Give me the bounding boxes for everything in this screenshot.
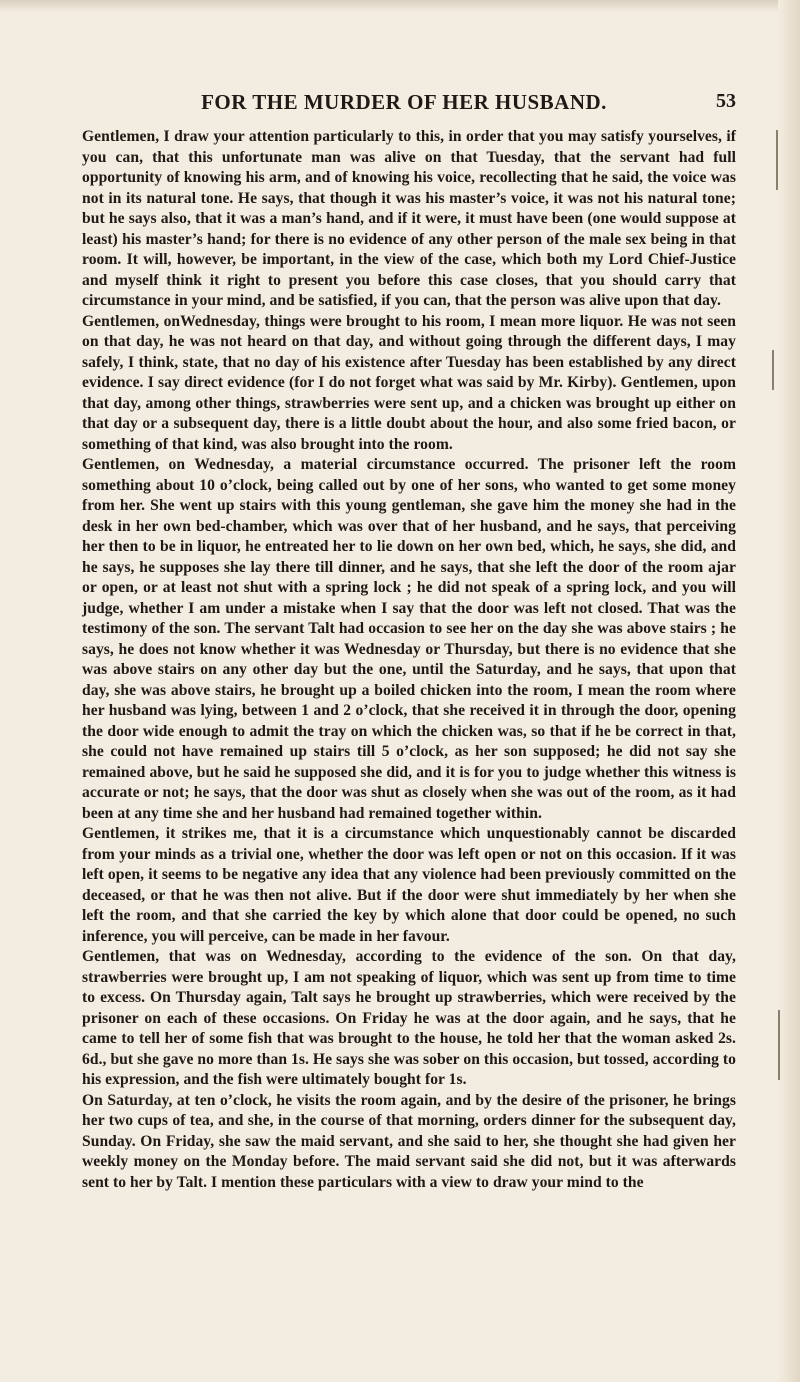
paragraph-6: On Saturday, at ten o’clock, he visits the room again, and by the desire of the prisoner, he brings her two cups of tea, and she, in the course of that morning, orders dinner for the subsequent day, Sunday. On Friday, she saw the maid servant, and she said to her, she thought she had given her weekly money on the Monday before. The maid servant said she did not, but it was afterwards sent to her by Talt. I mention these particulars with a view to draw your mind to the <box>82 1091 736 1191</box>
paragraph-5: Gentlemen, that was on Wednesday, according to the evidence of the son. On that day, strawberries were brought up, I am not speaking of liquor, which was sent up from time to time to excess. On Thursday again, Talt says he brought up strawberries, which were received by the prisoner on each of these occasions. On Friday he was at the door again, and he says, that he came to tell her of some fish that was brought to the house, he told her that the woman asked 2s. 6d., but she gave no more than 1s. He says she was sober on this occasion, but tossed, according to his expression, and the fish were ultimately bought for 1s. <box>82 948 736 1088</box>
page-top-edge <box>0 0 800 12</box>
paragraph-1: Gentlemen, I draw your attention particularly to this, in order that you may satisfy yourselves, if you can, that this unfortunate man was alive on that Tuesday, that the servant had full opportunity of knowing his arm, and of knowing his voice, recollecting that he said, the voice was not in its natural tone. He says, that though it was his master’s voice, it was not his natural tone; but he says also, that it was a man’s hand, and if it were, it must have been (one would suppose at least) his master’s hand; for there is no evidence of any other person of the male sex being in that room. It will, however, be important, in the view of the case, which both my Lord Chief-Justice and myself think it right to present you before this case closes, that you should carry that circumstance in your mind, and be satisfied, if you can, that the person was alive upon that day. <box>82 128 736 309</box>
margin-marks <box>770 50 790 1350</box>
margin-mark <box>776 130 778 190</box>
body-text <box>82 127 736 1193</box>
running-title: FOR THE MURDER OF HER HUSBAND. <box>201 90 607 114</box>
paragraph-4: Gentlemen, it strikes me, that it is a circumstance which unquestionably cannot be discarded from your minds as a trivial one, whether the door was left open or not on this occasion. If it was left open, it seems to be negative any idea that any violence had been previously committed on the deceased, or that he was then not alive. But if the door were shut immediately by her when she left the room, and that she carried the key by which alone that door could be opened, no such inference, you will perceive, can be made in her favour. <box>82 825 736 945</box>
page-number: 53 <box>716 90 736 112</box>
page-header <box>82 90 736 118</box>
paragraph-2: Gentlemen, onWednesday, things were brought to his room, I mean more liquor. He was not seen on that day, he was not heard on that day, and without going through the different days, I may safely, I think, state, that no day of his existence after Tuesday has been established by any direct evidence. I say direct evidence (for I do not forget what was said by Mr. Kirby). Gentlemen, upon that day, among other things, strawberries were sent up, and a chicken was brought up either on that day or a subsequent day, there is a little doubt about the hour, and also some fried bacon, or something of that kind, was also brought into the room. <box>82 312 736 453</box>
margin-mark <box>778 1010 780 1080</box>
paragraph-3: Gentlemen, on Wednesday, a material circumstance occurred. The prisoner left the room something about 10 o’clock, being called out by one of her sons, who wanted to get some money from her. She went up stairs with this young gentleman, she gave him the money she had in the desk in her own bed-chamber, which was over that of her husband, and he says, that perceiving her then to be in liquor, he entreated her to lie down on her own bed, which, he says, she did, and he says, he supposes she lay there till dinner, and he says, that she left the door of the room ajar or open, or at least not shut with a spring lock ; he did not speak of a spring lock, and you will judge, whether I am under a mistake when I say that the door was left not closed. That was the testimony of the son. The servant Talt had occasion to see her on the day she was above stairs ; he says, he does not know whether it was Wednesday or Thursday, but there is no evidence that she was above stairs on any other day but the one, until the Saturday, and he says, that upon that day, she was above stairs, he brought up a boiled chicken into the room, I mean the room where her husband was lying, between 1 and 2 o’clock, that she received it in through the door, opening the door wide enough to admit the tray on which the chicken was, so that if he be correct in that, she could not have remained up stairs till 5 o’clock, as her son supposed; he did not say she remained above, but he said he supposed she did, and it is for you to judge whether this witness is accurate or not; he says, that the door was shut as closely when she was out of the room, as it had been at any time she and her husband had remained together within. <box>82 456 736 822</box>
margin-mark <box>772 350 774 390</box>
